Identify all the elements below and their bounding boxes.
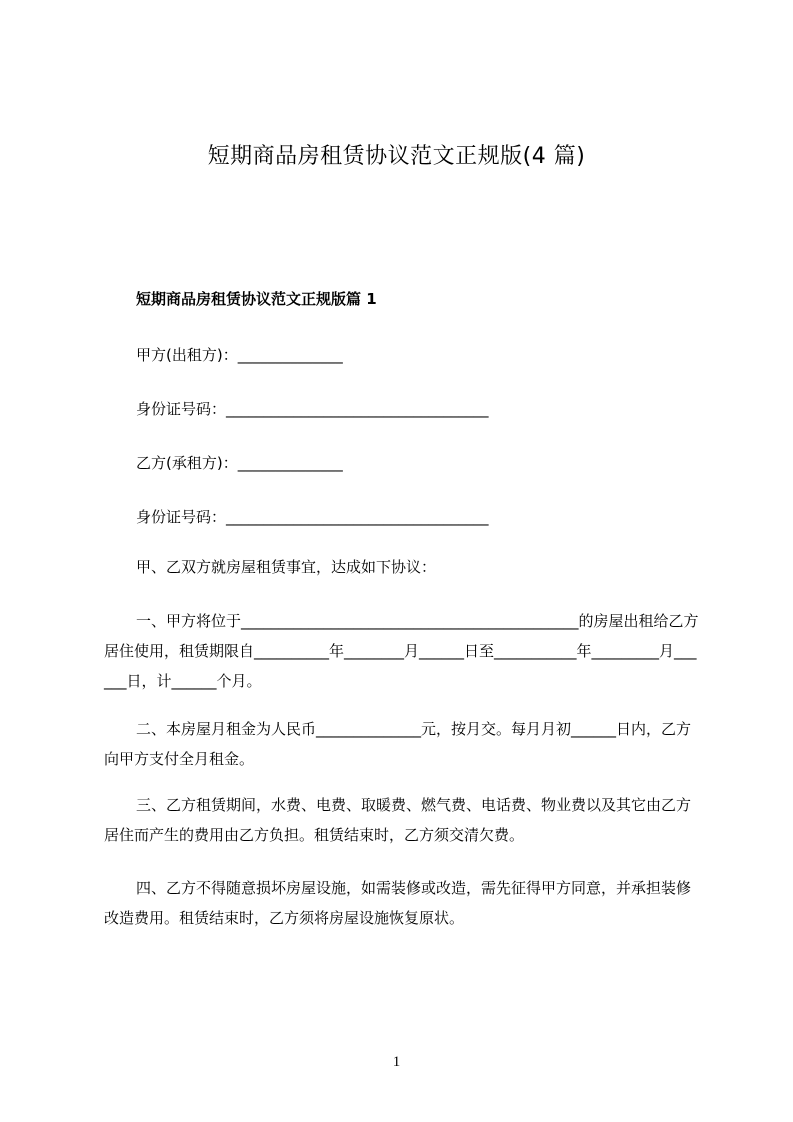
clause-4: 四、乙方不得随意损坏房屋设施，如需装修或改造，需先征得甲方同意，并承担装修改造费用。租赁结束时，乙方须将房屋设施恢复原状。: [104, 879, 692, 927]
tenant-id-field: 身份证号码：___________________________________: [136, 508, 489, 526]
page-number: 1: [392, 1054, 401, 1070]
intro-text: 甲、乙双方就房屋租赁事宜，达成如下协议：: [136, 558, 437, 576]
document-title: 短期商品房租赁协议范文正规版(4 篇): [207, 144, 586, 169]
clause-3: 三、乙方租赁期间，水费、电费、取暖费、燃气费、电话费、物业费以及其它由乙方居住而产生的费用由乙方负担。租赁结束时，乙方须交清欠费。: [104, 796, 692, 844]
tenant-field: 乙方(承租方)：______________: [136, 454, 343, 472]
clause-1: 一、甲方将位于_____________________________________________的房屋出租给乙方居住使用，租赁期限自__________年________月______日至___________年_________月______日，计______个月。: [104, 612, 699, 690]
landlord-id-field: 身份证号码：___________________________________: [136, 400, 489, 418]
section-heading: 短期商品房租赁协议范文正规版篇 1: [136, 290, 377, 308]
clause-2: 二、本房屋月租金为人民币______________元，按月交。每月月初______日内，乙方向甲方支付全月租金。: [104, 720, 692, 768]
landlord-field: 甲方(出租方)：______________: [136, 346, 343, 364]
